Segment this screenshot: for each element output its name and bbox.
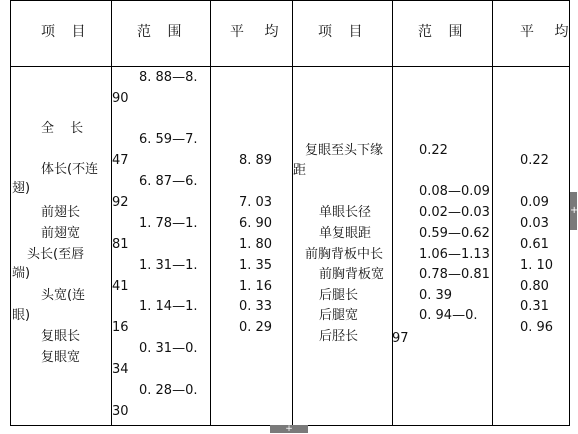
left-item: 前翅长 [41,205,81,220]
left-range-wrap: 92 [112,195,129,210]
right-range: 0. 94—0. [419,308,478,323]
right-item: 后腿宽 [319,308,359,323]
header-range-left: 范 围 [137,24,188,40]
right-avg: 1. 10 [520,258,554,273]
left-range-wrap: 47 [112,153,129,168]
left-range-wrap: 16 [112,320,129,335]
header-avg-right: 平 均 [520,24,577,40]
left-avg: 0. 33 [239,299,273,314]
right-item: 单眼长径 [319,205,372,220]
left-range-wrap: 90 [112,91,129,106]
left-item: 全 长 [41,121,90,136]
right-range: 0.08—0.09 [419,184,490,199]
left-avg: 0. 29 [239,320,273,335]
left-avg: 7. 03 [239,195,273,210]
left-avg: 1. 35 [239,258,273,273]
header-separator [10,66,570,67]
right-range: 1.06—1.13 [419,247,490,262]
right-avg: 0.03 [520,216,549,231]
right-range: 0.02—0.03 [419,205,490,220]
right-avg: 0.09 [520,195,549,210]
left-item: 头长(至唇 [27,247,85,262]
left-item: 复眼长 [41,329,81,344]
left-range: 1. 78—1. [139,216,198,231]
right-item: 单复眼距 [319,226,372,241]
left-avg: 1. 80 [239,237,273,252]
right-range: 0. 39 [419,288,453,303]
right-avg: 0.80 [520,279,549,294]
table-top-border [10,0,570,1]
left-avg: 8. 89 [239,153,273,168]
left-item: 眼) [12,308,31,323]
header-avg-left: 平 均 [230,24,287,40]
right-avg: 0. 96 [520,320,554,335]
right-range: 0.78—0.81 [419,267,490,282]
left-range-wrap: 34 [112,362,129,377]
header-item-left: 项 目 [41,24,92,40]
left-item: 复眼宽 [41,350,81,365]
left-item: 翅) [12,181,31,196]
left-range: 8. 88—8. [139,70,198,85]
right-avg: 0.31 [520,299,549,314]
right-avg: 0.22 [520,153,549,168]
col-divider-4 [392,0,393,426]
right-avg: 0.61 [520,237,549,252]
col-divider-3 [292,0,293,426]
left-item: 端) [12,266,31,281]
left-range: 1. 31—1. [139,258,198,273]
left-range: 0. 31—0. [139,341,198,356]
header-range-right: 范 围 [418,24,469,40]
right-item: 前胸背板中长 [305,247,384,262]
table-left-border [10,0,11,426]
right-item: 复眼至头下缘 [305,143,384,158]
left-range: 1. 14—1. [139,299,198,314]
left-item: 头宽(连 [41,288,86,303]
left-avg: 1. 16 [239,279,273,294]
right-item: 后胫长 [319,329,359,344]
right-item: 后腿长 [319,288,359,303]
left-range-wrap: 41 [112,279,129,294]
col-divider-2 [210,0,211,426]
right-range: 0.22 [419,143,448,158]
left-range: 6. 59—7. [139,132,198,147]
right-range-wrap: 97 [392,331,409,346]
col-divider-5 [492,0,493,426]
right-item: 距 [293,163,307,178]
right-item: 前胸背板宽 [319,267,385,282]
left-range-wrap: 81 [112,237,129,252]
left-avg: 6. 90 [239,216,273,231]
column-resize-handle[interactable]: + [570,192,577,230]
left-range: 0. 28—0. [139,383,198,398]
header-item-right: 项 目 [318,24,369,40]
right-range: 0.59—0.62 [419,226,490,241]
left-item: 体长(不连 [41,162,99,177]
row-resize-handle[interactable]: + [270,425,308,433]
left-item: 前翅宽 [41,226,81,241]
left-range-wrap: 30 [112,404,129,419]
left-range: 6. 87—6. [139,174,198,189]
